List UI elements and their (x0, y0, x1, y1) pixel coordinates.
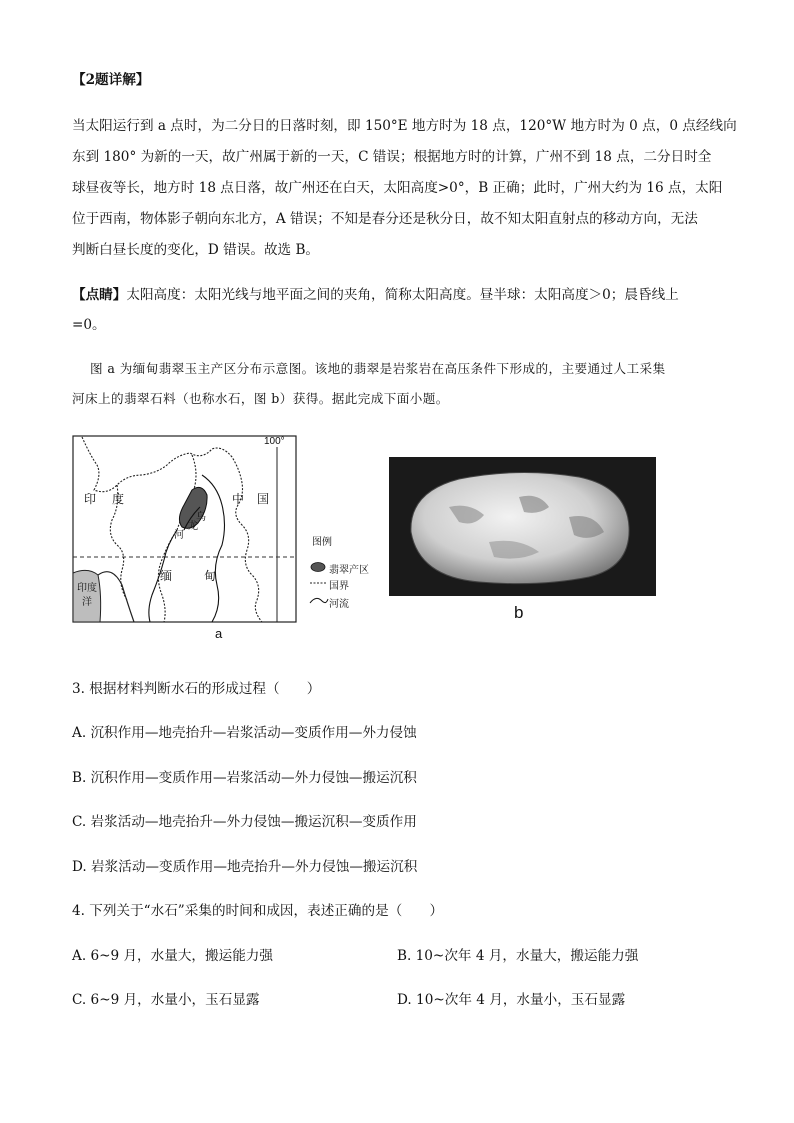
label-india-2: 度 (112, 492, 125, 506)
label-myanmar-1: 缅 (160, 569, 173, 583)
label-india-1: 印 (84, 492, 97, 506)
legend-jade-symbol (311, 563, 325, 572)
label-ocean-2: 度 (87, 583, 97, 594)
label-china-2: 国 (257, 492, 270, 506)
section-heading: 【2题详解】 (72, 72, 150, 88)
legend-river-symbol (310, 598, 328, 603)
explanation-line-2: 东到 180° 为新的一天，故广州属于新的一天，C 错误；根据地方时的计算，广州不到 18 点，二分日时全 (72, 149, 712, 165)
explanation-line-1: 当太阳运行到 a 点时，为二分日的日落时刻，即 150°E 地方时为 18 点，120°W 地方时为 0 点，0 点经线向 (72, 118, 737, 134)
legend-jade-label: 翡翠产区 (329, 565, 369, 576)
q4-option-b[interactable]: B. 10~次年 4 月，水量大，搬运能力强 (397, 948, 639, 964)
point-label: 【点睛】 (72, 287, 127, 303)
point-text: 太阳高度：太阳光线与地平面之间的夹角，简称太阳高度。昼半球：太阳高度＞0；晨昏线上 (126, 287, 679, 303)
legend-border-label: 国界 (329, 581, 349, 592)
explanation-line-3: 球昼夜等长，地方时 18 点日落，故广州还在白天，太阳高度>0°，B 正确；此时，广州大约为 16 点，太阳 (72, 180, 723, 196)
river-label-1: 乌 (196, 512, 206, 523)
figure-b-photo (389, 457, 656, 596)
longitude-label: 100° (264, 436, 285, 447)
q3-option-c[interactable]: C. 岩浆活动—地壳抬升—外力侵蚀—搬运沉积—变质作用 (72, 814, 417, 830)
figure-b-caption: b (514, 603, 524, 622)
point-note-cont: =0。 (72, 317, 106, 333)
legend-river-label: 河流 (329, 599, 349, 610)
explanation-line-5: 判断白昼长度的变化，D 错误。故选 B。 (72, 242, 320, 258)
q4-option-a[interactable]: A. 6~9 月，水量大，搬运能力强 (72, 948, 273, 964)
material-line-1: 图 a 为缅甸翡翠玉主产区分布示意图。该地的翡翠是岩浆岩在高压条件下形成的，主要通过人工采集 (90, 361, 666, 376)
label-myanmar-2: 甸 (204, 569, 217, 583)
legend-title: 图例 (312, 537, 332, 548)
figure-a-map (72, 435, 390, 625)
question-3-stem: 3. 根据材料判断水石的形成过程（ ） (72, 681, 321, 697)
q3-option-b[interactable]: B. 沉积作用—变质作用—岩浆活动—外力侵蚀—搬运沉积 (72, 770, 417, 786)
label-ocean-3: 洋 (82, 597, 92, 608)
explanation-line-4: 位于西南，物体影子朝向东北方，A 错误；不知是春分还是秋分日，故不知太阳直射点的移动方向，无法 (72, 211, 698, 227)
stone-drawing (389, 457, 656, 596)
q4-option-c[interactable]: C. 6~9 月，水量小，玉石显露 (72, 992, 260, 1008)
river-label-2: 龙 (188, 521, 198, 532)
river-label-3: 河 (174, 530, 184, 541)
label-ocean-1: 印 (77, 583, 87, 594)
figure-a-caption: a (215, 626, 223, 641)
q4-option-d[interactable]: D. 10~次年 4 月，水量小，玉石显露 (397, 992, 626, 1008)
q3-option-d[interactable]: D. 岩浆活动—变质作用—地壳抬升—外力侵蚀—搬运沉积 (72, 859, 418, 875)
label-china-1: 中 (232, 492, 245, 506)
question-4-stem: 4. 下列关于“水石”采集的时间和成因，表述正确的是（ ） (72, 903, 444, 919)
point-note (72, 283, 679, 303)
material-line-2: 河床上的翡翠石料（也称水石，图 b）获得。据此完成下面小题。 (72, 391, 449, 406)
q3-option-a[interactable]: A. 沉积作用—地壳抬升—岩浆活动—变质作用—外力侵蚀 (72, 725, 417, 741)
